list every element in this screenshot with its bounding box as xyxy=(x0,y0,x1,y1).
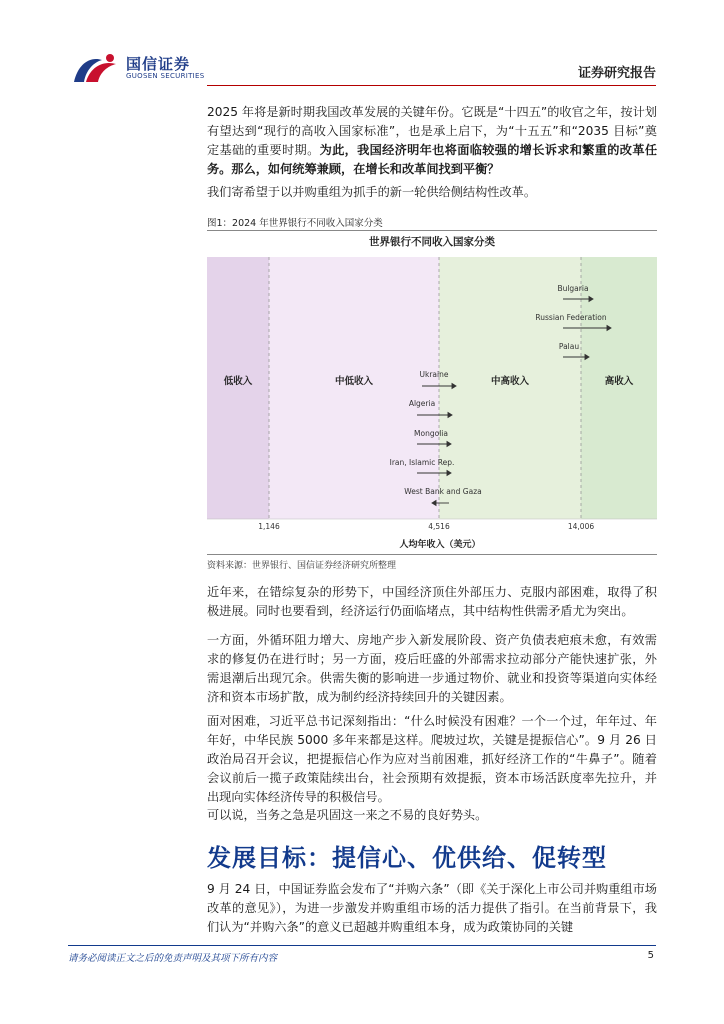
footer-divider xyxy=(68,945,656,946)
body-paragraph-3: 面对困难，习近平总书记深刻指出：“什么时候没有困难？一个一个过，年年过、年年好，中华民族 5000 多年来都是这样。爬坡过坎，关键是提振信心”。9 月 26 日政治局召开会议，把提振信心作为应对当前困难，抓好经济工作的“牛鼻子”。随着会议前后一揽子政策陆续出台，社会预期有效提振，资本市场活跃度率先拉升，并出现向实体经济传导的积极信号。 xyxy=(207,714,657,804)
logo-text-cn: 国信证券 xyxy=(126,55,191,73)
country-label-ukraine: Ukraine xyxy=(419,370,449,379)
band-label-low: 低收入 xyxy=(223,376,253,387)
country-label-bulgaria: Bulgaria xyxy=(557,284,589,293)
country-label-palau: Palau xyxy=(558,342,580,351)
band-lower-middle-income xyxy=(269,257,439,519)
page-number: 5 xyxy=(647,950,654,961)
body-paragraph-1: 近年来，在错综复杂的形势下，中国经济顶住外部压力、克服内部困难，取得了积极进展。同时也要看到，经济运行仍面临堵点，其中结构性供需矛盾尤为突出。 xyxy=(207,585,657,618)
intro-bold-text: 为此，我国经济明年也将面临较强的增长诉求和繁重的改革任务。那么，如何统筹兼顾，在增长和改革间找到平衡？ xyxy=(207,143,658,176)
figure-source: 资料来源：世界银行、国信证券经济研究所整理 xyxy=(207,561,397,571)
body-paragraph-5: 9 月 24 日，中国证券监会发布了“并购六条”（即《关于深化上市公司并购重组市场改革的意见》），为进一步激发并购重组市场的活力提供了指引。在当前背景下，我们认为“并购六条”的意义已超越并购重组本身，成为政策协同的关键 xyxy=(207,882,657,934)
body-paragraph-4: 可以说，当务之急是巩固这一来之不易的良好势头。 xyxy=(207,808,488,822)
figure-bottom-rule xyxy=(207,554,657,555)
logo-mark-icon xyxy=(72,52,122,86)
figure-top-rule xyxy=(207,230,657,231)
footer-disclaimer: 请务必阅读正文之后的免责声明及其项下所有内容 xyxy=(68,953,278,964)
intro-plain-text: 2025 年将是新时期我国改革发展的关键年份。它既是“十四五”的收官之年，按计划有望达到“现行的高收入国家标准”，也是承上启下，为“十五五”和“2035 目标”奠定基础的重要时期。 xyxy=(207,105,657,157)
country-label-west-bank-gaza: West Bank and Gaza xyxy=(404,487,482,496)
country-label-algeria: Algeria xyxy=(408,399,436,408)
intro-paragraph-1 xyxy=(207,103,657,179)
body-paragraph-2: 一方面，外循环阻力增大、房地产步入新发展阶段、资产负债表疤痕未愈，有效需求的修复仍在进行时；另一方面，疫后旺盛的外部需求拉动部分产能快速扩张，外需退潮后出现冗余。供需失衡的影响进一步通过物价、就业和投资等渠道向实体经济和资本市场扩散，成为制约经济持续回升的关键因素。 xyxy=(207,633,657,704)
header-divider xyxy=(207,85,656,86)
band-high-income xyxy=(581,257,657,519)
band-label-lower-middle: 中低收入 xyxy=(334,376,374,387)
tick-label-1146: 1,146 xyxy=(258,522,280,531)
country-label-mongolia: Mongolia xyxy=(414,429,448,438)
chart-title: 世界银行不同收入国家分类 xyxy=(369,236,495,248)
band-label-upper-middle: 中高收入 xyxy=(490,376,530,387)
country-label-iran: Iran, Islamic Rep. xyxy=(389,458,455,467)
report-type-label: 证券研究报告 xyxy=(577,66,656,81)
band-low-income xyxy=(207,257,269,519)
guosen-logo xyxy=(72,52,205,86)
intro-paragraph-2: 我们寄希望于以并购重组为抓手的新一轮供给侧结构性改革。 xyxy=(207,185,537,199)
figure-caption: 图1：2024 年世界银行不同收入国家分类 xyxy=(207,218,383,229)
x-axis-label: 人均年收入（美元） xyxy=(399,540,481,550)
income-classification-chart xyxy=(207,232,657,552)
band-upper-middle-income xyxy=(439,257,581,519)
page-header xyxy=(0,0,724,90)
logo-text-en: GUOSEN SECURITIES xyxy=(126,72,205,80)
country-label-russia: Russian Federation xyxy=(535,313,607,322)
band-label-high: 高收入 xyxy=(604,376,634,387)
tick-label-4516: 4,516 xyxy=(428,522,450,531)
tick-label-14006: 14,006 xyxy=(567,522,595,531)
section-heading: 发展目标：提信心、优供给、促转型 xyxy=(207,844,607,872)
